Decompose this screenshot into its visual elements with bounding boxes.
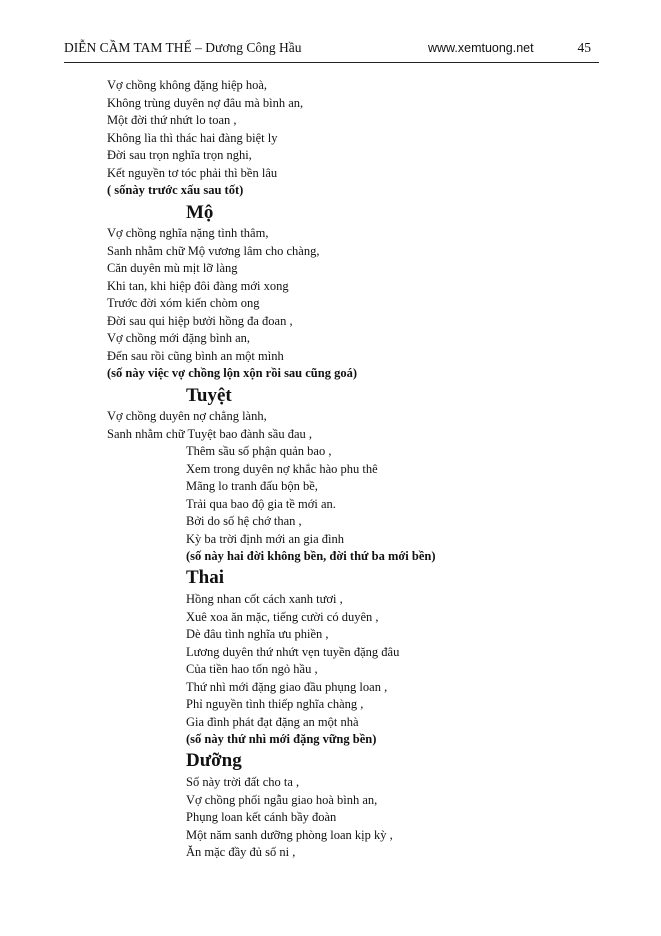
verse-line: Không lìa thì thác hai đàng biệt ly xyxy=(107,131,278,145)
verse-line: Thêm sầu số phận quản bao , xyxy=(186,444,332,458)
verse-note: (số này hai đời không bền, đời thứ ba mới bền) xyxy=(186,549,436,563)
verse-line: Ăn mặc đầy đủ số ni , xyxy=(186,845,296,859)
verse-line: Sanh nhằm chữ Tuyệt bao đành sầu đau , xyxy=(107,427,313,441)
verse-line: Đời sau trọn nghĩa trọn nghi, xyxy=(107,148,252,162)
verse-line: Mãng lo tranh đấu bộn bề, xyxy=(186,479,318,493)
verse-line: Căn duyên mù mịt lỡ làng xyxy=(107,261,238,275)
verse-line: Khi tan, khi hiệp đôi đàng mới xong xyxy=(107,279,289,293)
verse-line: Của tiền hao tốn ngỏ hầu , xyxy=(186,662,318,676)
verse-line: Phụng loan kết cánh bầy đoàn xyxy=(186,810,337,824)
verse-line: Thứ nhì mới đặng giao đầu phụng loan , xyxy=(186,680,388,694)
verse-line: Lương duyên thứ nhứt vẹn tuyền đặng đâu xyxy=(186,645,400,659)
verse-line: Vợ chồng duyên nợ chẳng lành, xyxy=(107,409,267,423)
verse-line: Hồng nhan cốt cách xanh tươi , xyxy=(186,592,343,606)
page-number: 45 xyxy=(577,40,591,55)
verse-line: Đến sau rồi cũng bình an một mình xyxy=(107,349,284,363)
verse-line: Số này trời đất cho ta , xyxy=(186,775,300,789)
verse-line: Vợ chồng nghĩa nặng tình thâm, xyxy=(107,226,269,240)
verse-line: Vợ chồng không đặng hiệp hoà, xyxy=(107,78,268,92)
verse-line: Trải qua bao độ gia tề mới an. xyxy=(186,497,336,511)
verse-line: Xuê xoa ăn mặc, tiếng cười có duyên , xyxy=(186,610,379,624)
verse-line: Xem trong duyên nợ khắc hào phu thê xyxy=(186,462,378,476)
verse-line: Kỳ ba trời định mới an gia đình xyxy=(186,532,344,546)
verse-line: Gia đình phát đạt đặng an một nhà xyxy=(186,715,359,729)
verse-line: Không trùng duyên nợ đâu mà bình an, xyxy=(107,96,304,110)
verse-line: Đời sau qui hiệp bưởi hồng đa đoan , xyxy=(107,314,293,328)
page-header xyxy=(64,40,599,63)
header-title: DIỄN CẦM TAM THẾ – Dương Công Hầu xyxy=(64,40,302,55)
header-url[interactable]: www.xemtuong.net xyxy=(428,41,534,55)
verse-line: Một đời thứ nhứt lo toan , xyxy=(107,113,237,127)
verse-note: (số này việc vợ chồng lộn xộn rồi sau cũng goá) xyxy=(107,366,357,380)
verse-line: Dè đâu tình nghĩa ưu phiền , xyxy=(186,627,329,641)
section-heading-tuyet: Tuyệt xyxy=(186,385,232,406)
verse-line: Kết nguyền tơ tóc phải thì bền lâu xyxy=(107,166,278,180)
verse-line: Bởi do số hệ chớ than , xyxy=(186,514,302,528)
verse-line: Sanh nhằm chữ Mộ vương lâm cho chàng, xyxy=(107,244,320,258)
section-heading-duong: Dưỡng xyxy=(186,750,242,771)
verse-line: Vợ chồng mới đặng bình an, xyxy=(107,331,251,345)
verse-note: ( sốnày trước xấu sau tốt) xyxy=(107,183,244,197)
section-heading-thai: Thai xyxy=(186,567,225,588)
verse-line: Trước đời xóm kiến chòm ong xyxy=(107,296,260,310)
section-heading-mo: Mộ xyxy=(186,202,214,223)
verse-note: (số này thứ nhì mới đặng vững bền) xyxy=(186,732,377,746)
verse-line: Một năm sanh dưỡng phòng loan kịp kỳ , xyxy=(186,828,393,842)
verse-line: Phỉ nguyền tình thiếp nghĩa chàng , xyxy=(186,697,364,711)
verse-line: Vợ chồng phối ngẫu giao hoà bình an, xyxy=(186,793,378,807)
